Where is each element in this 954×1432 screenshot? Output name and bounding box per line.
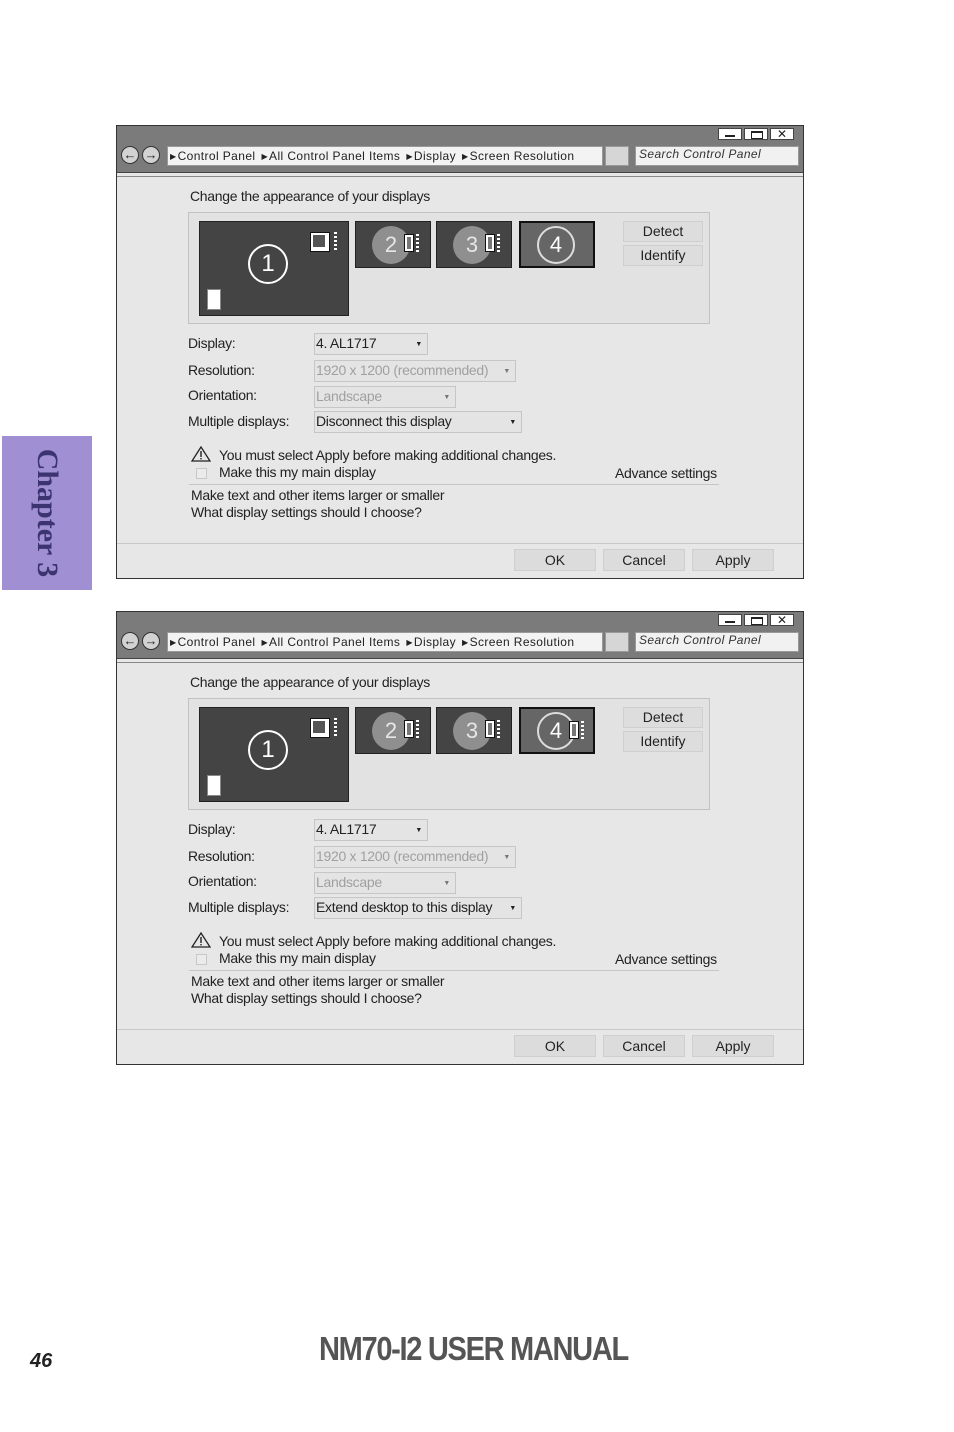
search-input[interactable]: Search Control Panel [635, 632, 799, 652]
multiple-displays-value: Extend desktop to this display [316, 899, 493, 915]
monitor-dots-icon [334, 718, 337, 738]
monitor-mini-icon [485, 234, 495, 252]
divider [117, 662, 803, 663]
chevron-down-icon: ▼ [503, 854, 510, 861]
breadcrumb-all-items[interactable]: All Control Panel Items [269, 635, 401, 649]
manual-title: NM70-I2 USER MANUAL [319, 1330, 628, 1367]
display-help-link[interactable]: What display settings should I choose? [191, 504, 422, 520]
screen-resolution-window-2 [116, 611, 804, 1065]
address-dropdown-button[interactable] [605, 632, 629, 652]
detect-button[interactable]: Detect [623, 221, 703, 242]
identify-button[interactable]: Identify [623, 731, 703, 752]
warning-icon [191, 446, 211, 462]
orientation-select [314, 386, 456, 408]
multiple-displays-select[interactable] [314, 411, 522, 433]
breadcrumb-display[interactable]: Display [413, 149, 457, 163]
page-heading: Change the appearance of your displays [190, 188, 430, 204]
chevron-down-icon: ▼ [415, 827, 422, 834]
monitor-dots-icon [416, 720, 419, 738]
monitor-mini-icon [485, 720, 495, 738]
taskbar-indicator-icon [207, 289, 221, 310]
text-size-link[interactable]: Make text and other items larger or smaller [191, 973, 445, 989]
chevron-down-icon: ▼ [443, 880, 450, 887]
chevron-down-icon: ▼ [503, 368, 510, 375]
screen-resolution-window-1 [116, 125, 804, 579]
forward-arrow-icon[interactable]: → [142, 146, 160, 164]
display-value: 4. AL1717 [316, 821, 377, 837]
main-display-label: Make this my main display [219, 464, 376, 480]
resolution-value: 1920 x 1200 (recommended) [316, 362, 489, 378]
monitor-dots-icon [497, 234, 500, 252]
monitor-dots-icon [581, 721, 584, 739]
close-button[interactable]: ✕ [770, 614, 794, 626]
display-select[interactable] [314, 819, 428, 841]
display-help-link[interactable]: What display settings should I choose? [191, 990, 422, 1006]
monitor-mini-icon [404, 234, 414, 252]
monitor-number: 4 [537, 712, 575, 750]
back-arrow-icon[interactable]: ← [121, 632, 139, 650]
maximize-button[interactable] [744, 128, 768, 140]
main-display-checkbox [196, 468, 207, 479]
chevron-down-icon: ▼ [509, 905, 516, 912]
orientation-value: Landscape [316, 388, 382, 404]
resolution-label: Resolution: [188, 362, 255, 378]
title-bar [117, 126, 803, 173]
monitor-number: 2 [372, 712, 410, 750]
chevron-down-icon: ▼ [509, 419, 516, 426]
monitor-1[interactable] [199, 221, 349, 316]
display-value: 4. AL1717 [316, 335, 377, 351]
address-dropdown-button[interactable] [605, 146, 629, 166]
divider [117, 1029, 803, 1030]
monitor-number: 2 [372, 226, 410, 264]
identify-button[interactable]: Identify [623, 245, 703, 266]
monitor-number: 4 [537, 226, 575, 264]
multiple-displays-value: Disconnect this display [316, 413, 452, 429]
breadcrumb-control-panel[interactable]: Control Panel [177, 635, 256, 649]
apply-button[interactable]: Apply [692, 549, 774, 571]
address-bar[interactable]: ▶Control Panel ▶All Control Panel Items ▶Display ▶Screen Resolution [167, 146, 603, 166]
monitor-number: 3 [453, 226, 491, 264]
display-select[interactable] [314, 333, 428, 355]
monitor-mini-icon [310, 232, 330, 252]
main-display-label: Make this my main display [219, 950, 376, 966]
detect-button[interactable]: Detect [623, 707, 703, 728]
divider [117, 176, 803, 177]
display-label: Display: [188, 335, 236, 351]
breadcrumb-screen-resolution[interactable]: Screen Resolution [469, 149, 575, 163]
ok-button[interactable]: OK [514, 549, 596, 571]
minimize-button[interactable] [718, 614, 742, 626]
advance-settings-link[interactable]: Advance settings [615, 465, 717, 481]
multiple-displays-label: Multiple displays: [188, 899, 290, 915]
advance-settings-link[interactable]: Advance settings [615, 951, 717, 967]
orientation-label: Orientation: [188, 873, 257, 889]
breadcrumb-screen-resolution[interactable]: Screen Resolution [469, 635, 575, 649]
monitor-3[interactable] [436, 707, 512, 754]
monitor-3[interactable] [436, 221, 512, 268]
breadcrumb-all-items[interactable]: All Control Panel Items [269, 149, 401, 163]
monitor-4[interactable] [519, 707, 595, 754]
chevron-down-icon: ▼ [443, 394, 450, 401]
chapter-tab [2, 436, 92, 590]
resolution-select [314, 846, 516, 868]
apply-button[interactable]: Apply [692, 1035, 774, 1057]
orientation-select [314, 872, 456, 894]
resolution-value: 1920 x 1200 (recommended) [316, 848, 489, 864]
search-input[interactable]: Search Control Panel [635, 146, 799, 166]
chevron-down-icon: ▼ [415, 341, 422, 348]
orientation-label: Orientation: [188, 387, 257, 403]
back-arrow-icon[interactable]: ← [121, 146, 139, 164]
divider [189, 484, 719, 485]
page-number: 46 [30, 1350, 53, 1372]
cancel-button[interactable]: Cancel [603, 549, 685, 571]
monitor-mini-icon [569, 721, 579, 739]
close-button[interactable]: ✕ [770, 128, 794, 140]
main-display-checkbox [196, 954, 207, 965]
display-arrangement-panel [188, 212, 710, 324]
cancel-button[interactable]: Cancel [603, 1035, 685, 1057]
resolution-label: Resolution: [188, 848, 255, 864]
monitor-2[interactable] [355, 221, 431, 268]
ok-button[interactable]: OK [514, 1035, 596, 1057]
monitor-number: 1 [248, 730, 288, 770]
multiple-displays-label: Multiple displays: [188, 413, 290, 429]
title-bar [117, 612, 803, 659]
monitor-dots-icon [497, 720, 500, 738]
address-bar[interactable]: ▶Control Panel ▶All Control Panel Items ▶Display ▶Screen Resolution [167, 632, 603, 652]
taskbar-indicator-icon [207, 775, 221, 796]
warning-text: You must select Apply before making additional changes. [219, 447, 557, 463]
warning-icon [191, 932, 211, 948]
maximize-button[interactable] [744, 614, 768, 626]
divider [189, 970, 719, 971]
monitor-4[interactable] [519, 221, 595, 268]
monitor-dots-icon [334, 232, 337, 252]
monitor-1[interactable] [199, 707, 349, 802]
monitor-mini-icon [310, 718, 330, 738]
monitor-dots-icon [416, 234, 419, 252]
orientation-value: Landscape [316, 874, 382, 890]
monitor-2[interactable] [355, 707, 431, 754]
resolution-select [314, 360, 516, 382]
forward-arrow-icon[interactable]: → [142, 632, 160, 650]
text-size-link[interactable]: Make text and other items larger or smaller [191, 487, 445, 503]
breadcrumb-display[interactable]: Display [413, 635, 457, 649]
chapter-tab-label: Chapter 3 [31, 448, 64, 578]
page-heading: Change the appearance of your displays [190, 674, 430, 690]
divider [117, 543, 803, 544]
multiple-displays-select[interactable] [314, 897, 522, 919]
monitor-mini-icon [404, 720, 414, 738]
warning-text: You must select Apply before making additional changes. [219, 933, 557, 949]
breadcrumb-control-panel[interactable]: Control Panel [177, 149, 256, 163]
display-arrangement-panel [188, 698, 710, 810]
minimize-button[interactable] [718, 128, 742, 140]
monitor-number: 3 [453, 712, 491, 750]
monitor-number: 1 [248, 244, 288, 284]
display-label: Display: [188, 821, 236, 837]
